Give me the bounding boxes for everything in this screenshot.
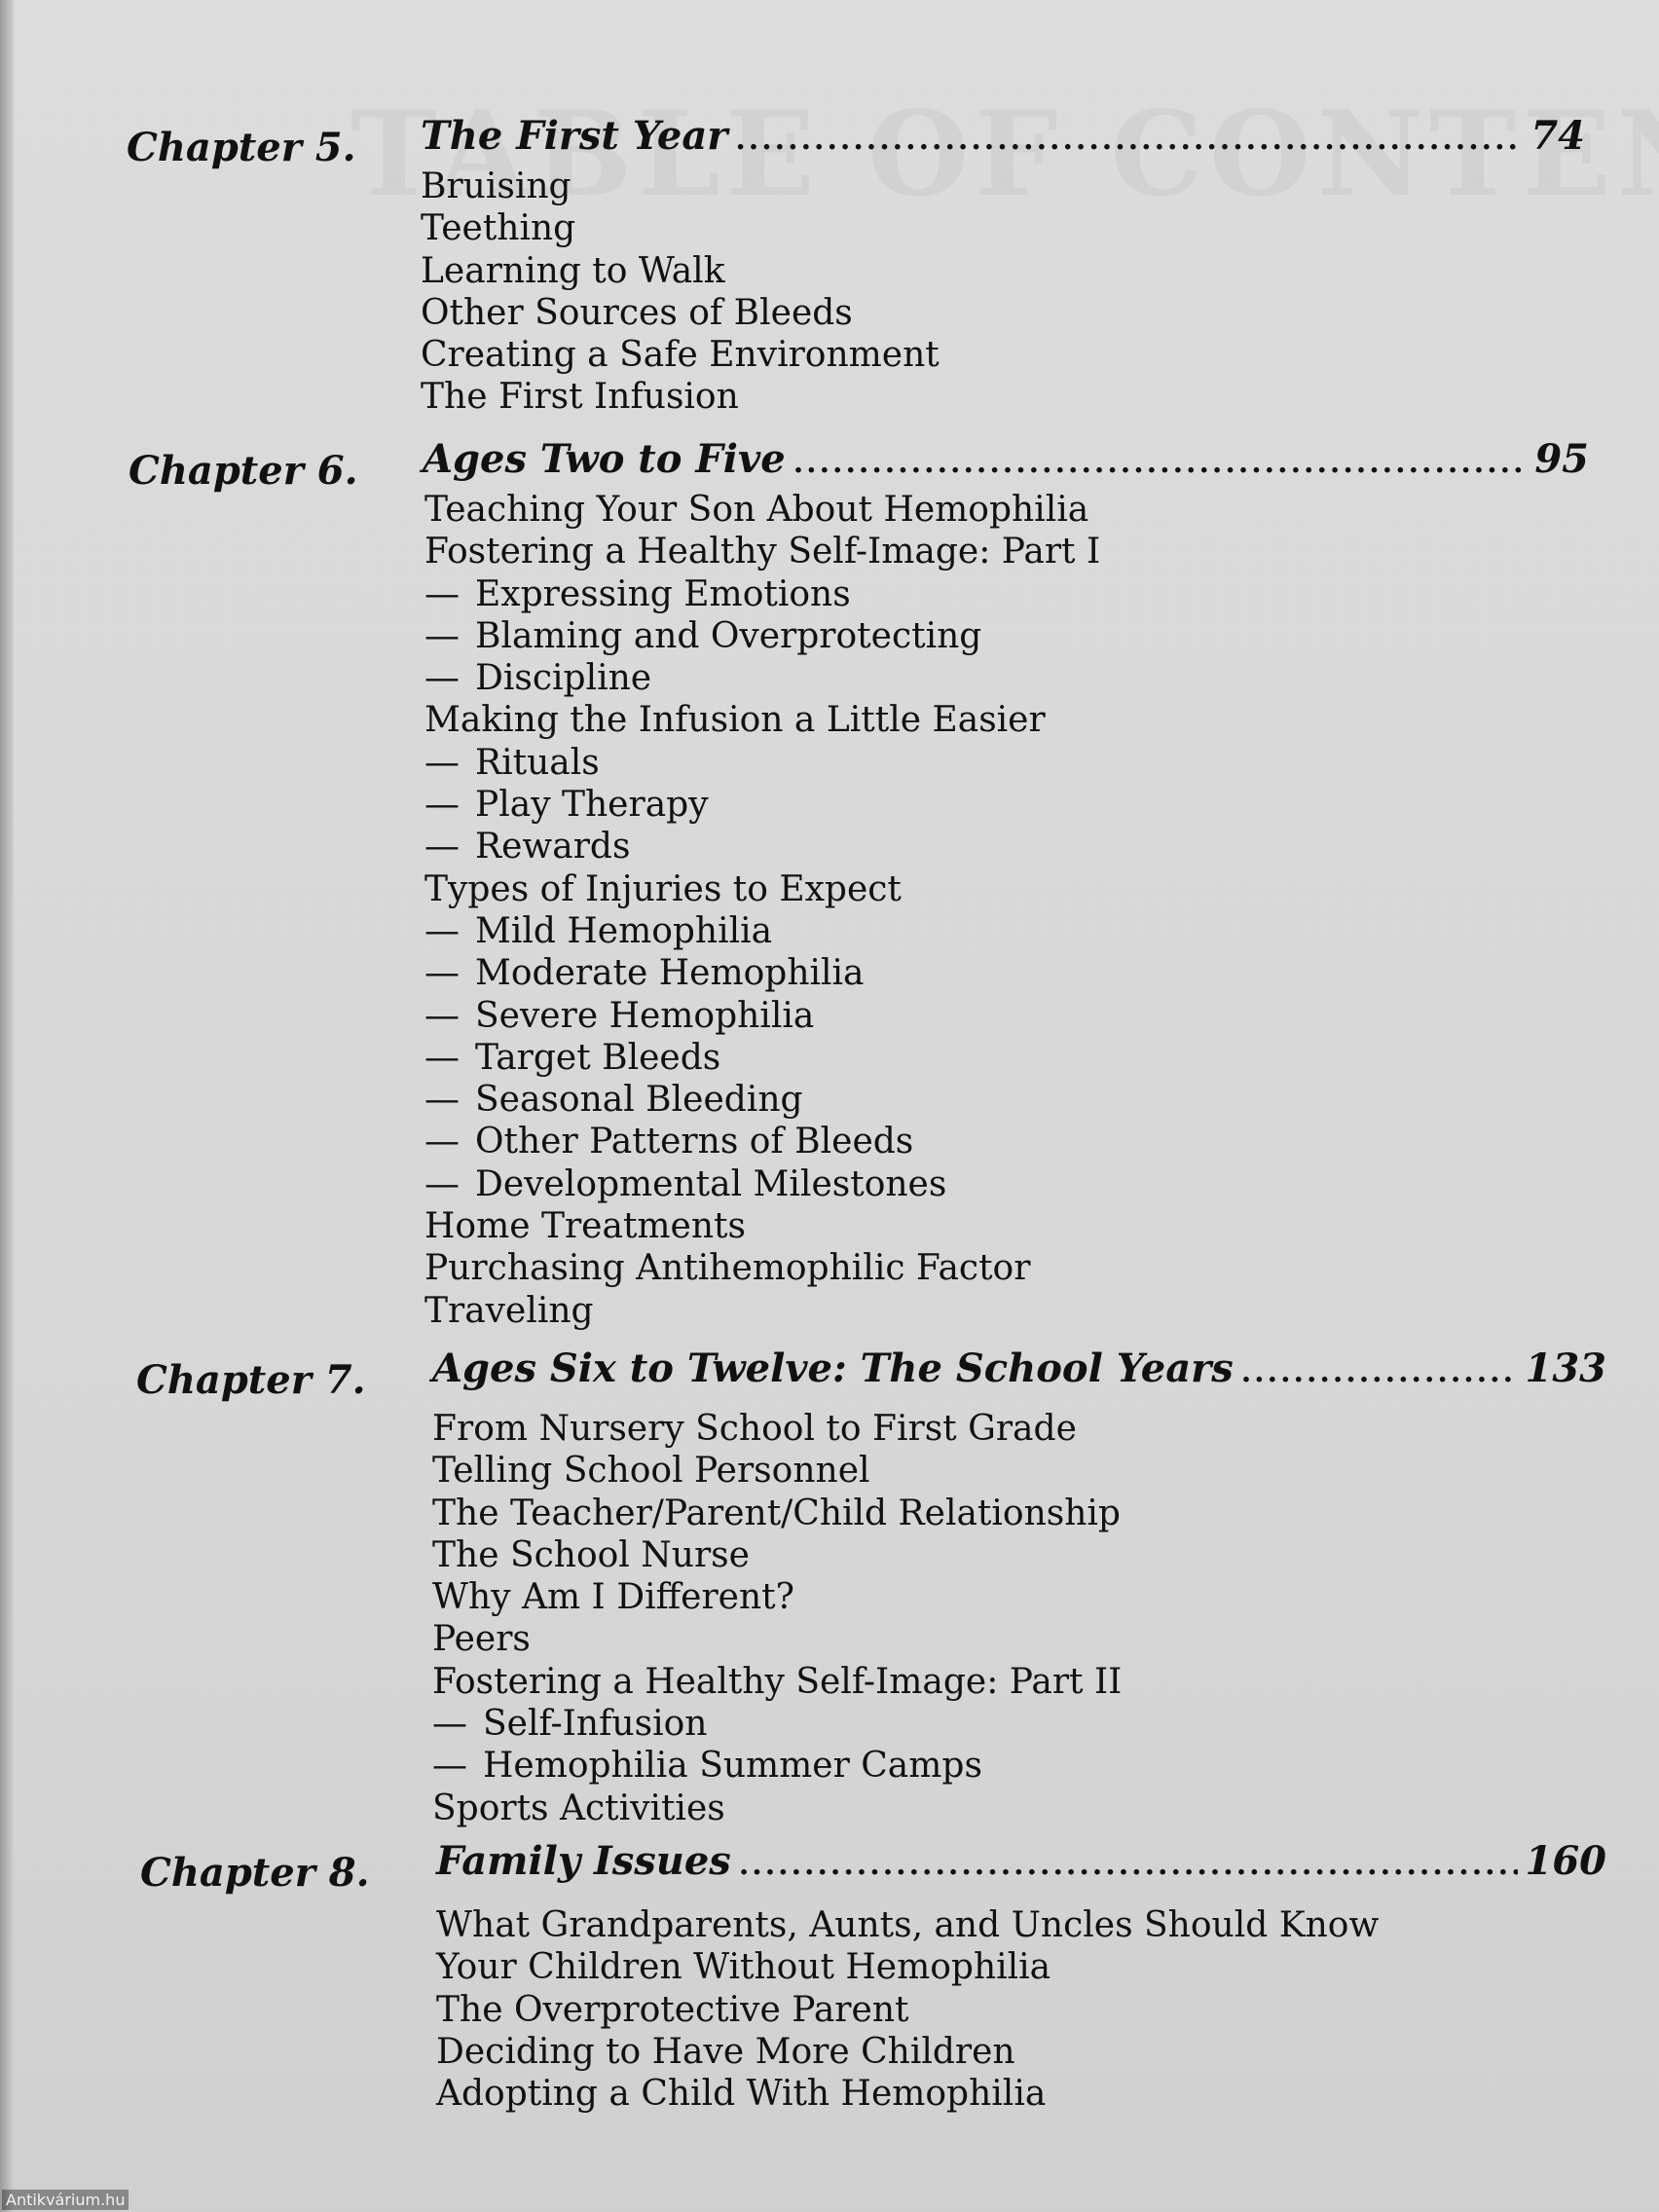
chapter-label: Chapter 7. <box>136 1357 366 1403</box>
em-dash: — <box>424 573 460 614</box>
entry-text: What Grandparents, Aunts, and Uncles Should Know <box>436 1905 1380 1945</box>
entry-text: Self-Infusion <box>483 1704 708 1745</box>
entry-text: Fostering a Healthy Self-Image: Part I <box>424 532 1101 572</box>
entry-text: Rituals <box>475 742 600 783</box>
list-item <box>424 1247 1100 1289</box>
list-item <box>424 995 1100 1037</box>
dot-leader <box>1241 1355 1518 1389</box>
list-item <box>436 2031 1379 2073</box>
list-item <box>424 657 1100 699</box>
chapter-heading-row <box>436 1838 1606 1887</box>
list-item <box>436 1989 1379 2031</box>
em-dash: — <box>424 1122 460 1162</box>
entry-text: Rewards <box>475 827 631 867</box>
list-item <box>424 615 1100 657</box>
list-item <box>424 826 1100 867</box>
entry-text: Why Am I Different? <box>432 1577 794 1618</box>
entry-text: Teething <box>421 208 576 249</box>
chapter-heading-row <box>423 436 1589 485</box>
list-item <box>432 1618 1122 1660</box>
chapter-title: Ages Six to Twelve: The School Years <box>432 1346 1234 1391</box>
list-item <box>436 1904 1379 1946</box>
entry-text: Adopting a Child With Hemophilia <box>436 2074 1047 2115</box>
list-item <box>424 784 1100 826</box>
em-dash: — <box>424 1037 460 1078</box>
entry-text: Sports Activities <box>432 1788 725 1828</box>
list-item <box>432 1661 1122 1703</box>
list-item <box>432 1493 1122 1534</box>
entry-text: The Teacher/Parent/Child Relationship <box>432 1493 1121 1533</box>
entry-text: Discipline <box>475 658 652 699</box>
entry-text: Your Children Without Hemophilia <box>436 1947 1051 1988</box>
list-item <box>424 1037 1100 1079</box>
chapter-heading-row <box>432 1346 1606 1394</box>
entry-text: Play Therapy <box>475 785 709 826</box>
entry-text: Other Sources of Bleeds <box>421 292 853 333</box>
entry-text: Blaming and Overprotecting <box>475 615 982 656</box>
chapter-page-number: 74 <box>1530 113 1585 159</box>
chapter-entries <box>421 166 940 419</box>
entry-text: From Nursery School to First Grade <box>432 1409 1077 1449</box>
entry-text: Telling School Personnel <box>432 1451 870 1492</box>
entry-text: Expressing Emotions <box>475 573 851 614</box>
list-item <box>432 1450 1122 1492</box>
em-dash: — <box>424 1080 460 1121</box>
list-item <box>432 1745 1122 1787</box>
entry-text: Types of Injuries to Expect <box>424 868 902 909</box>
dot-leader <box>739 1848 1518 1882</box>
list-item <box>424 531 1100 572</box>
entry-text: Traveling <box>424 1290 594 1331</box>
chapter-label: Chapter 5. <box>127 125 356 170</box>
list-item <box>421 250 940 292</box>
list-item <box>436 2073 1379 2115</box>
em-dash: — <box>424 910 460 951</box>
list-item <box>421 376 940 418</box>
list-item <box>436 1946 1379 1988</box>
em-dash: — <box>424 658 460 699</box>
list-item <box>421 166 940 207</box>
list-item <box>421 292 940 334</box>
entry-text: Mild Hemophilia <box>475 910 773 951</box>
chapter-page-number: 95 <box>1534 436 1589 482</box>
entry-text: Other Patterns of Bleeds <box>475 1122 914 1162</box>
list-item <box>421 207 940 249</box>
entry-text: The School Nurse <box>432 1534 750 1575</box>
entry-text: Purchasing Antihemophilic Factor <box>424 1248 1031 1289</box>
list-item <box>432 1576 1122 1618</box>
list-item <box>424 910 1100 952</box>
chapter-entries <box>424 489 1100 1332</box>
dot-leader <box>793 446 1528 480</box>
list-item <box>432 1408 1122 1450</box>
em-dash: — <box>432 1746 467 1787</box>
chapter-entries <box>432 1408 1122 1829</box>
chapter-page-number: 160 <box>1525 1838 1606 1884</box>
entry-text: Bruising <box>421 166 571 206</box>
list-item <box>424 1121 1100 1162</box>
chapter-title: Family Issues <box>436 1838 731 1884</box>
chapter-entries <box>436 1904 1379 2115</box>
em-dash: — <box>424 995 460 1036</box>
entry-text: Fostering a Healthy Self-Image: Part II <box>432 1661 1123 1702</box>
list-item <box>424 573 1100 615</box>
watermark: Antikvárium.hu <box>2 2190 129 2210</box>
entry-text: The First Infusion <box>421 377 739 418</box>
list-item <box>432 1534 1122 1576</box>
entry-text: Learning to Walk <box>421 250 725 291</box>
list-item <box>432 1703 1122 1745</box>
list-item <box>424 1079 1100 1121</box>
chapter-heading-row <box>421 113 1585 162</box>
entry-text: Developmental Milestones <box>475 1163 947 1204</box>
list-item <box>421 334 940 376</box>
chapter-page-number: 133 <box>1525 1346 1606 1391</box>
em-dash: — <box>424 1163 460 1204</box>
chapter-label: Chapter 6. <box>129 448 358 494</box>
entry-text: Moderate Hemophilia <box>475 953 865 994</box>
dot-leader <box>735 123 1523 157</box>
entry-text: Peers <box>432 1619 531 1660</box>
list-item <box>424 742 1100 784</box>
entry-text: Severe Hemophilia <box>475 995 815 1036</box>
list-item <box>424 489 1100 531</box>
em-dash: — <box>424 953 460 994</box>
em-dash: — <box>424 785 460 826</box>
em-dash: — <box>424 827 460 867</box>
list-item <box>424 1205 1100 1247</box>
entry-text: Deciding to Have More Children <box>436 2031 1015 2072</box>
list-item <box>424 952 1100 994</box>
entry-text: Making the Infusion a Little Easier <box>424 700 1046 741</box>
chapter-label: Chapter 8. <box>140 1850 370 1896</box>
list-item <box>424 868 1100 910</box>
list-item <box>424 1163 1100 1205</box>
chapter-title: Ages Two to Five <box>423 436 786 482</box>
em-dash: — <box>432 1704 467 1745</box>
em-dash: — <box>424 742 460 783</box>
entry-text: Seasonal Bleeding <box>475 1080 803 1121</box>
chapter-title: The First Year <box>421 113 728 159</box>
list-item <box>424 699 1100 741</box>
entry-text: Teaching Your Son About Hemophilia <box>424 490 1089 530</box>
entry-text: Target Bleeds <box>475 1037 721 1078</box>
list-item <box>432 1788 1122 1829</box>
entry-text: The Overprotective Parent <box>436 1989 909 2030</box>
entry-text: Creating a Safe Environment <box>421 335 940 376</box>
list-item <box>424 1290 1100 1332</box>
entry-text: Hemophilia Summer Camps <box>483 1746 982 1787</box>
entry-text: Home Treatments <box>424 1206 746 1247</box>
em-dash: — <box>424 615 460 656</box>
